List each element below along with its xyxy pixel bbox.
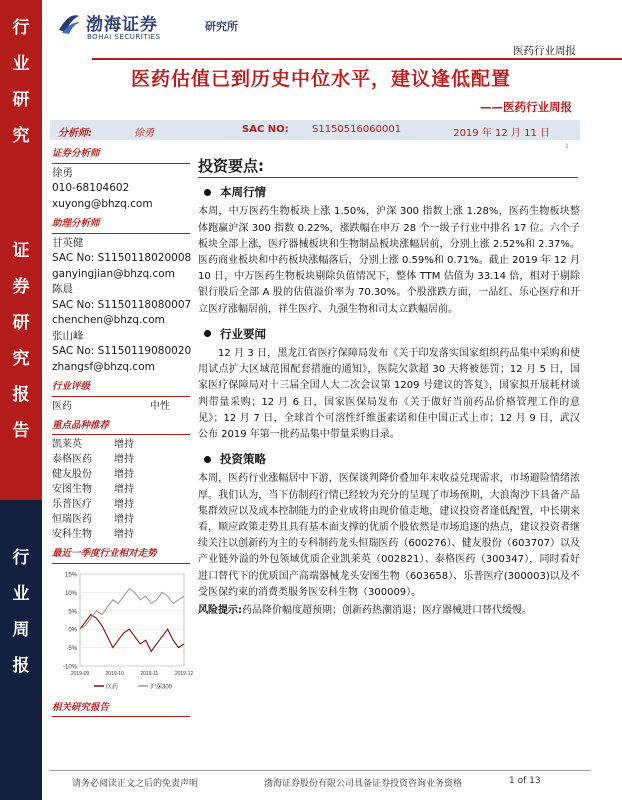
stock-row [52, 527, 190, 542]
stock-name: 乐普医疗 [52, 499, 92, 510]
stock-name: 安图生物 [52, 484, 92, 495]
chart-legend-label: 沪深300 [150, 684, 173, 690]
stock-rating: 增持 [114, 439, 134, 450]
side-label-securities-report: 证 券 研 究 报 告 [12, 241, 30, 441]
chart-series-line [80, 614, 184, 651]
footer-license: 渤海证券股份有限公司具备证券投资咨询业务资格 [264, 779, 463, 789]
risk-text: 药品降价幅度超预期；创新药热潮消退；医疗器械进口替代缓慢。 [242, 605, 532, 617]
assistant-line: ganyingjian@bhzq.com [52, 267, 175, 280]
page-subtitle: ——医药行业周报 [480, 100, 572, 114]
bullet-icon [204, 456, 211, 463]
bohai-logo-icon [56, 10, 82, 36]
corner-mark: 1 [565, 143, 569, 150]
brand-subname: BOHAI SECURITIES [87, 33, 161, 41]
analyst-section-heading: 证券分析师 [52, 146, 190, 164]
stock-row [52, 482, 190, 497]
brand-name: 渤海证券 [86, 15, 158, 35]
stock-row [52, 497, 190, 512]
chart-series-line [80, 588, 184, 629]
page-number: 1 of 13 [509, 776, 541, 786]
stock-name: 恒瑞医药 [52, 514, 92, 525]
stock-rating: 增持 [114, 514, 134, 525]
assistant-line: SAC No: S1150118080007 [52, 298, 192, 311]
chart-x-tick-label: 2019-11 [140, 670, 159, 677]
chart-x-tick-label: 2019-12 [174, 670, 194, 677]
stock-pick-heading: 重点品种推荐 [52, 418, 190, 436]
header-divider [92, 58, 622, 60]
chart-y-tick-label: -5% [66, 645, 77, 652]
chart-legend-label: 医药 [106, 684, 119, 690]
stock-rating: 增持 [114, 454, 134, 465]
stock-name: 泰格医药 [52, 454, 92, 465]
stock-name: 安科生物 [52, 529, 92, 540]
stock-row [52, 512, 190, 527]
analyst-name-line: 徐勇 [52, 166, 73, 179]
report-type: 医药行业周报 [513, 45, 576, 57]
section-heading-news [198, 326, 580, 342]
stock-row [52, 467, 190, 482]
stock-rating: 增持 [114, 499, 134, 510]
assistant-line: SAC No: S1150118020008 [52, 252, 192, 264]
news-paragraph: 12 月 3 日，黑龙江省医疗保障局发布《关于印发落实国家组织药品集中采购和使用试点扩大区域范围配套措施的通知》，医院欠款超 30 天将被惩罚；12 月 5 日，国家医疗保障局对十三届全国人大二次会议第 1209 号建议的答复》，国家拟开展耗材谈判带量采购；12 月 6 日，国家医保局发布《关于做好当前药品价格管理工作的意见》；12 月 7 日，全球首个可溶性纤维蛋素诺和佳中国正式上市；12 月 9 日，武汉公布 2019 年第一批药品集中带量采购目录。 [198, 348, 580, 441]
market-paragraph: 本周，中万医药生物板块上涨 1.50%，沪深 300 指数上涨 1.28%，医药生物板块整体跑赢沪深 300 指数 0.22%，涨跌幅在申万 28 个一级子行业中排名 17 位。六个子板块全部上涨，医疗器械板块和生物制品板块涨幅居前，分别上涨 2.52%和 2.37%。医药商业板块和中药板块涨幅落后，分别上涨 0.59%和 0.71%。截止 2019 年 12 月 10 日，中万医药生物板块剔除负值情况下，整体 TTM 估值为 33.14 倍，相对于剔除银行股后全部 A 股的估值溢价率为 70.30%。个股涨跌方面，一品红、乐心医疗和开立医疗涨幅居前，祥生医疗、九强生物和司太立跌幅居前。 [198, 206, 580, 315]
analyst-name: 徐勇 [134, 128, 154, 139]
rating-section-heading: 行业评级 [52, 379, 190, 397]
risk-label: 风险提示: [198, 605, 242, 617]
bullet-icon [204, 189, 211, 196]
page-title: 医药估值已到历史中位水平，建议逢低配置 [130, 68, 511, 90]
section-heading-strategy [198, 451, 580, 467]
assistant-section-heading: 助理分析师 [52, 216, 190, 234]
trend-chart-svg [52, 568, 194, 696]
main-content [198, 158, 580, 619]
chart-x-tick-label: 2019-09 [70, 670, 90, 677]
rating-industry: 医药 [52, 400, 72, 412]
side-label-research: 行 业 研 究 [12, 18, 30, 146]
assistant-line: 张山峰 [52, 329, 84, 342]
bullet-icon [204, 330, 211, 337]
stock-pick-section [52, 418, 190, 543]
analyst-phone: 010-68104602 [52, 182, 130, 194]
trend-chart-heading: 最近一季度行业相对走势 [52, 546, 190, 564]
analyst-email: xuyong@bhzq.com [52, 197, 153, 210]
sac-label: SAC NO: [242, 124, 289, 135]
chart-y-tick-label: 5% [68, 608, 77, 615]
stock-row [52, 452, 190, 467]
sidebar-info [52, 146, 194, 786]
key-points-title: 投资要点: [198, 158, 578, 178]
analyst-label: 分析师: [58, 128, 92, 139]
trend-chart [52, 568, 194, 696]
chart-y-tick-label: 0% [68, 627, 77, 634]
section-title: 投资策略 [220, 452, 266, 467]
assistant-line: 甘英健 [52, 236, 84, 249]
assistant-line: SAC No: S1150119080020 [52, 345, 192, 357]
chart-x-tick-label: 2019-10 [105, 670, 124, 677]
rating-value: 中性 [150, 400, 170, 412]
assistant-line: zhangsf@bhzq.com [52, 360, 155, 373]
relative-trend-section [52, 546, 194, 696]
stock-rating: 增持 [114, 529, 134, 540]
page-footer [42, 770, 600, 790]
analyst-bar [50, 120, 580, 140]
section-title: 行业要闻 [220, 326, 266, 341]
analyst-section [52, 146, 190, 212]
stock-name: 凯莱英 [52, 439, 82, 450]
side-label-weekly: 行 业 周 报 [12, 548, 30, 676]
sac-number: S1150516060001 [312, 124, 402, 135]
rating-section [52, 379, 190, 414]
brand-institute: 研究所 [205, 20, 238, 33]
chart-plot-frame [80, 574, 184, 666]
rating-row [52, 399, 190, 414]
related-reports-section [52, 700, 190, 718]
chart-y-tick-label: 15% [64, 572, 77, 578]
page-header [42, 0, 600, 62]
related-reports-heading: 相关研究报告 [52, 700, 190, 718]
chart-y-tick-label: -10% [62, 664, 77, 670]
stock-name: 健友股份 [52, 469, 92, 480]
risk-warning [198, 603, 580, 619]
assistant-line: 陈晨 [52, 283, 73, 295]
strategy-paragraph: 本周，医药行业涨幅居中下游，医保谈判降价叠加年末收益兑现需求，市场避险情绪浓厚。我们认为，当下仿制药行情已经较为充分的呈现了市场预期，大浪淘沙下具备产品集群效应以及成本控制能力的企业成将由现价值走地，建议投资者逢低配置，中长期来看，顺应政策走势且具有基本面支撑的优质个股依然是市场追逐的热点，建议投资者继续关注以创新药为主的专科制药龙头恒瑞医药（600276）、健友股份（603707）以及产业链外溢的外包领域优质企业凯莱英（002821）、泰格医药（300347），同时看好进口替代下的优质国产高端器械龙头安图生物（603658）、乐普医疗(300003)以及不受医保约束的消费类服务医安科生物（300009）。 [198, 473, 580, 598]
stock-row [52, 437, 190, 452]
footer-disclaimer: 请务必阅读正文之后的免责声明 [72, 779, 199, 789]
assistant-section [52, 216, 190, 375]
chart-y-tick-label: 10% [64, 590, 77, 597]
footer-divider [50, 770, 590, 771]
stock-rating: 增持 [114, 469, 134, 480]
report-date: 2019 年 12 月 11 日 [453, 128, 550, 139]
assistant-line: chenchen@bhzq.com [52, 314, 165, 326]
stock-rating: 增持 [114, 484, 134, 495]
section-title: 本周行情 [220, 185, 266, 200]
section-heading-market [198, 184, 580, 200]
